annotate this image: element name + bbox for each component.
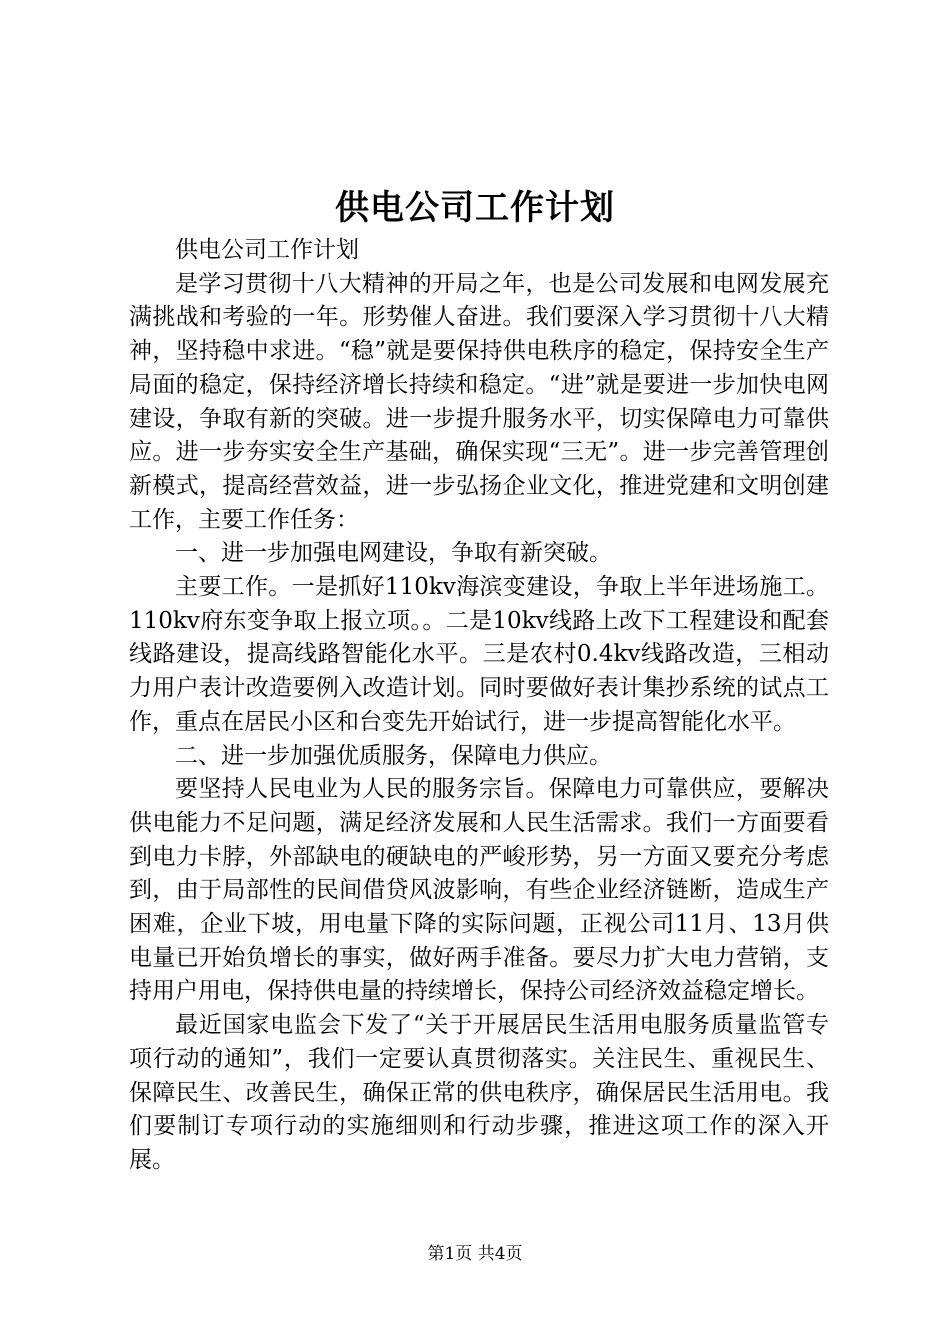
section-heading: 一、进一步加强电网建设，争取有新突破。 — [175, 540, 612, 567]
document-body — [129, 234, 829, 1178]
document-title: 供电公司工作计划 — [335, 188, 615, 228]
paragraph: 主要工作。一是抓好110kv海滨变建设，争取上半年进场施工。110kv府东变争取上报立项。。二是10kv线路上改下工程建设和配套线路建设，提高线路智能化水平。三是农村0.4kv线路改造，三相动力用户表计改造要例入改造计划。同时要做好表计集抄系统的试点工作，重点在居民小区和台变先开始试行，进一步提高智能化水平。 — [129, 574, 829, 735]
paragraph: 最近国家电监会下发了“关于开展居民生活用电服务质量监管专项行动的通知”，我们一定要认真贯彻落实。关注民生、重视民生、保障民生、改善民生，确保正常的供电秩序，确保居民生活用电。我们要制订专项行动的实施细则和行动步骤，推进这项工作的深入开展。 — [129, 1012, 829, 1173]
paragraph: 要坚持人民电业为人民的服务宗旨。保障电力可靠供应，要解决供电能力不足问题，满足经济发展和人民生活需求。我们一方面要看到电力卡脖，外部缺电的硬缺电的严峻形势，另一方面又要充分考虑到，由于局部性的民间借贷风波影响，有些企业经济链断，造成生产困难，企业下坡，用电量下降的实际问题，正视公司11月、13月供电量已开始负增长的事实，做好两手准备。要尽力扩大电力营销，支持用户用电，保持供电量的持续增长，保持公司经济效益稳定增长。 — [129, 776, 829, 1005]
page-footer: 第1页 共4页 — [427, 1244, 523, 1264]
paragraph: 是学习贯彻十八大精神的开局之年，也是公司发展和电网发展充满挑战和考验的一年。形势催人奋进。我们要深入学习贯彻十八大精神，坚持稳中求进。“稳”就是要保持供电秩序的稳定，保持安全生产局面的稳定，保持经济增长持续和稳定。“进”就是要进一步加快电网建设，争取有新的突破。进一步提升服务水平，切实保障电力可靠供应。进一步夯实安全生产基础，确保实现“三无”。进一步完善管理创新模式，提高经营效益，进一步弘扬企业文化，推进党建和文明创建工作，主要工作任务： — [129, 270, 829, 533]
paragraph: 供电公司工作计划 — [175, 237, 359, 263]
section-heading: 二、进一步加强优质服务，保障电力供应。 — [175, 742, 612, 769]
